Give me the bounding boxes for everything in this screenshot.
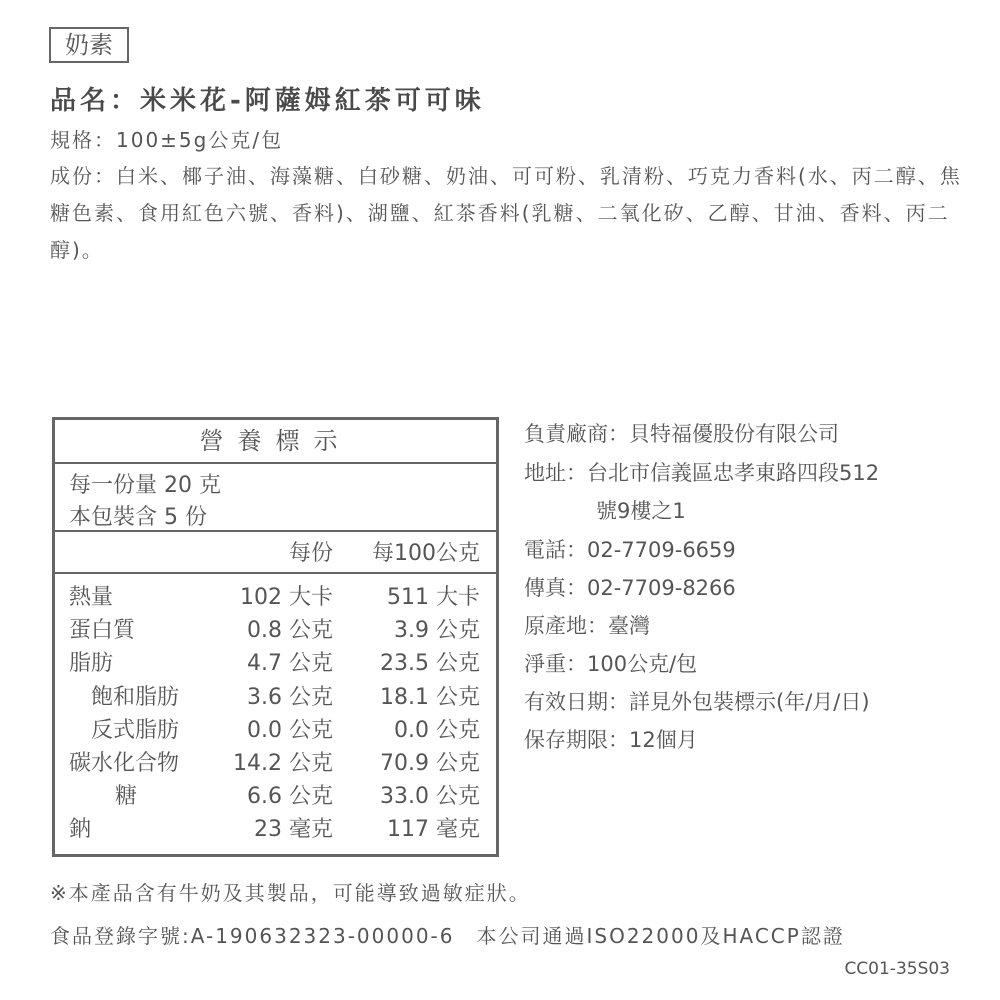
nutrient-label: 蛋白質	[69, 618, 136, 644]
nutrition-rows	[55, 574, 496, 847]
per-serving-value: 0.0 公克	[247, 717, 333, 743]
per-serving-value: 4.7 公克	[247, 651, 333, 677]
nutrition-title: 營養標示	[55, 420, 496, 464]
nutrition-row-protein	[55, 614, 496, 647]
origin: 原產地：臺灣	[524, 614, 650, 638]
nutrient-label: 鈉	[69, 817, 92, 843]
serving-size: 每一份量 20 克	[69, 473, 221, 498]
nutrient-label: 碳水化合物	[69, 750, 180, 776]
per-100g-value: 3.9 公克	[394, 618, 480, 644]
shelf-life: 保存期限：12個月	[524, 728, 698, 752]
net-weight: 淨重：100公克/包	[524, 652, 698, 676]
nutrient-label: 反式脂肪	[91, 717, 180, 743]
nutrition-table	[52, 417, 499, 857]
nutrition-row-carbohydrate	[55, 747, 496, 780]
product-spec: 規格：100±5g公克/包	[50, 128, 284, 152]
nutrient-label: 糖	[115, 784, 138, 810]
per-serving-value: 6.6 公克	[247, 784, 333, 810]
nutrition-row-sugar	[55, 780, 496, 813]
per-serving-value: 14.2 公克	[233, 750, 333, 776]
ingredients: 成份：白米、椰子油、海藻糖、白砂糖、奶油、可可粉、乳清粉、巧克力香料(水、丙二醇、焦糖色素、食用紅色六號、香料)、湖鹽、紅茶香料(乳糖、二氧化矽、乙醇、甘油、香料、丙二醇)。	[50, 164, 962, 262]
per-100g-value: 511 大卡	[387, 585, 480, 610]
expiry-date: 有效日期：詳見外包裝標示(年/月/日)	[524, 690, 870, 714]
manufacturer: 負責廠商：貝特福優股份有限公司	[524, 422, 839, 446]
nutrition-row-sodium	[55, 813, 496, 846]
servings-per-package: 本包裝含 5 份	[69, 505, 207, 530]
per-serving-value: 23 毫克	[254, 817, 333, 843]
fax: 傳真：02-7709-8266	[524, 576, 736, 600]
vegetarian-badge: 奶素	[49, 27, 129, 63]
allergy-notice: ※本產品含有牛奶及其製品，可能導致過敏症狀。	[50, 881, 531, 905]
per-serving-value: 102 大卡	[240, 585, 333, 610]
nutrition-row-saturated-fat	[55, 681, 496, 714]
per-100g-value: 23.5 公克	[380, 651, 480, 677]
address-line-2: 號9樓之1	[596, 499, 686, 523]
per-100g-value: 18.1 公克	[380, 684, 480, 710]
per-serving-value: 3.6 公克	[247, 684, 333, 710]
per-100g-value: 33.0 公克	[380, 784, 480, 810]
nutrition-column-header	[55, 532, 496, 574]
phone: 電話：02-7709-6659	[524, 538, 736, 562]
per-100g-value: 0.0 公克	[394, 717, 480, 743]
nutrient-label: 脂肪	[69, 651, 114, 677]
nutrient-label: 熱量	[69, 585, 114, 610]
address-line-1: 地址：台北市信義區忠孝東路四段512	[524, 461, 880, 485]
serving-info	[55, 464, 496, 532]
product-name: 品名：米米花-阿薩姆紅茶可可味	[50, 86, 485, 116]
per-serving-header: 每份	[288, 541, 333, 566]
per-100g-value: 70.9 公克	[380, 750, 480, 776]
per-100g-value: 117 毫克	[387, 817, 480, 843]
nutrition-row-trans-fat	[55, 714, 496, 747]
product-code: CC01-35S03	[844, 959, 950, 979]
per-serving-value: 0.8 公克	[247, 618, 333, 644]
registration-number: 食品登錄字號:A-190632323-00000-6 本公司通過ISO22000及HACCP認證	[50, 924, 845, 948]
nutrient-label: 飽和脂肪	[91, 684, 180, 710]
per-100g-header: 每100公克	[372, 541, 480, 566]
nutrition-row-fat	[55, 647, 496, 680]
nutrition-row-energy	[55, 581, 496, 614]
